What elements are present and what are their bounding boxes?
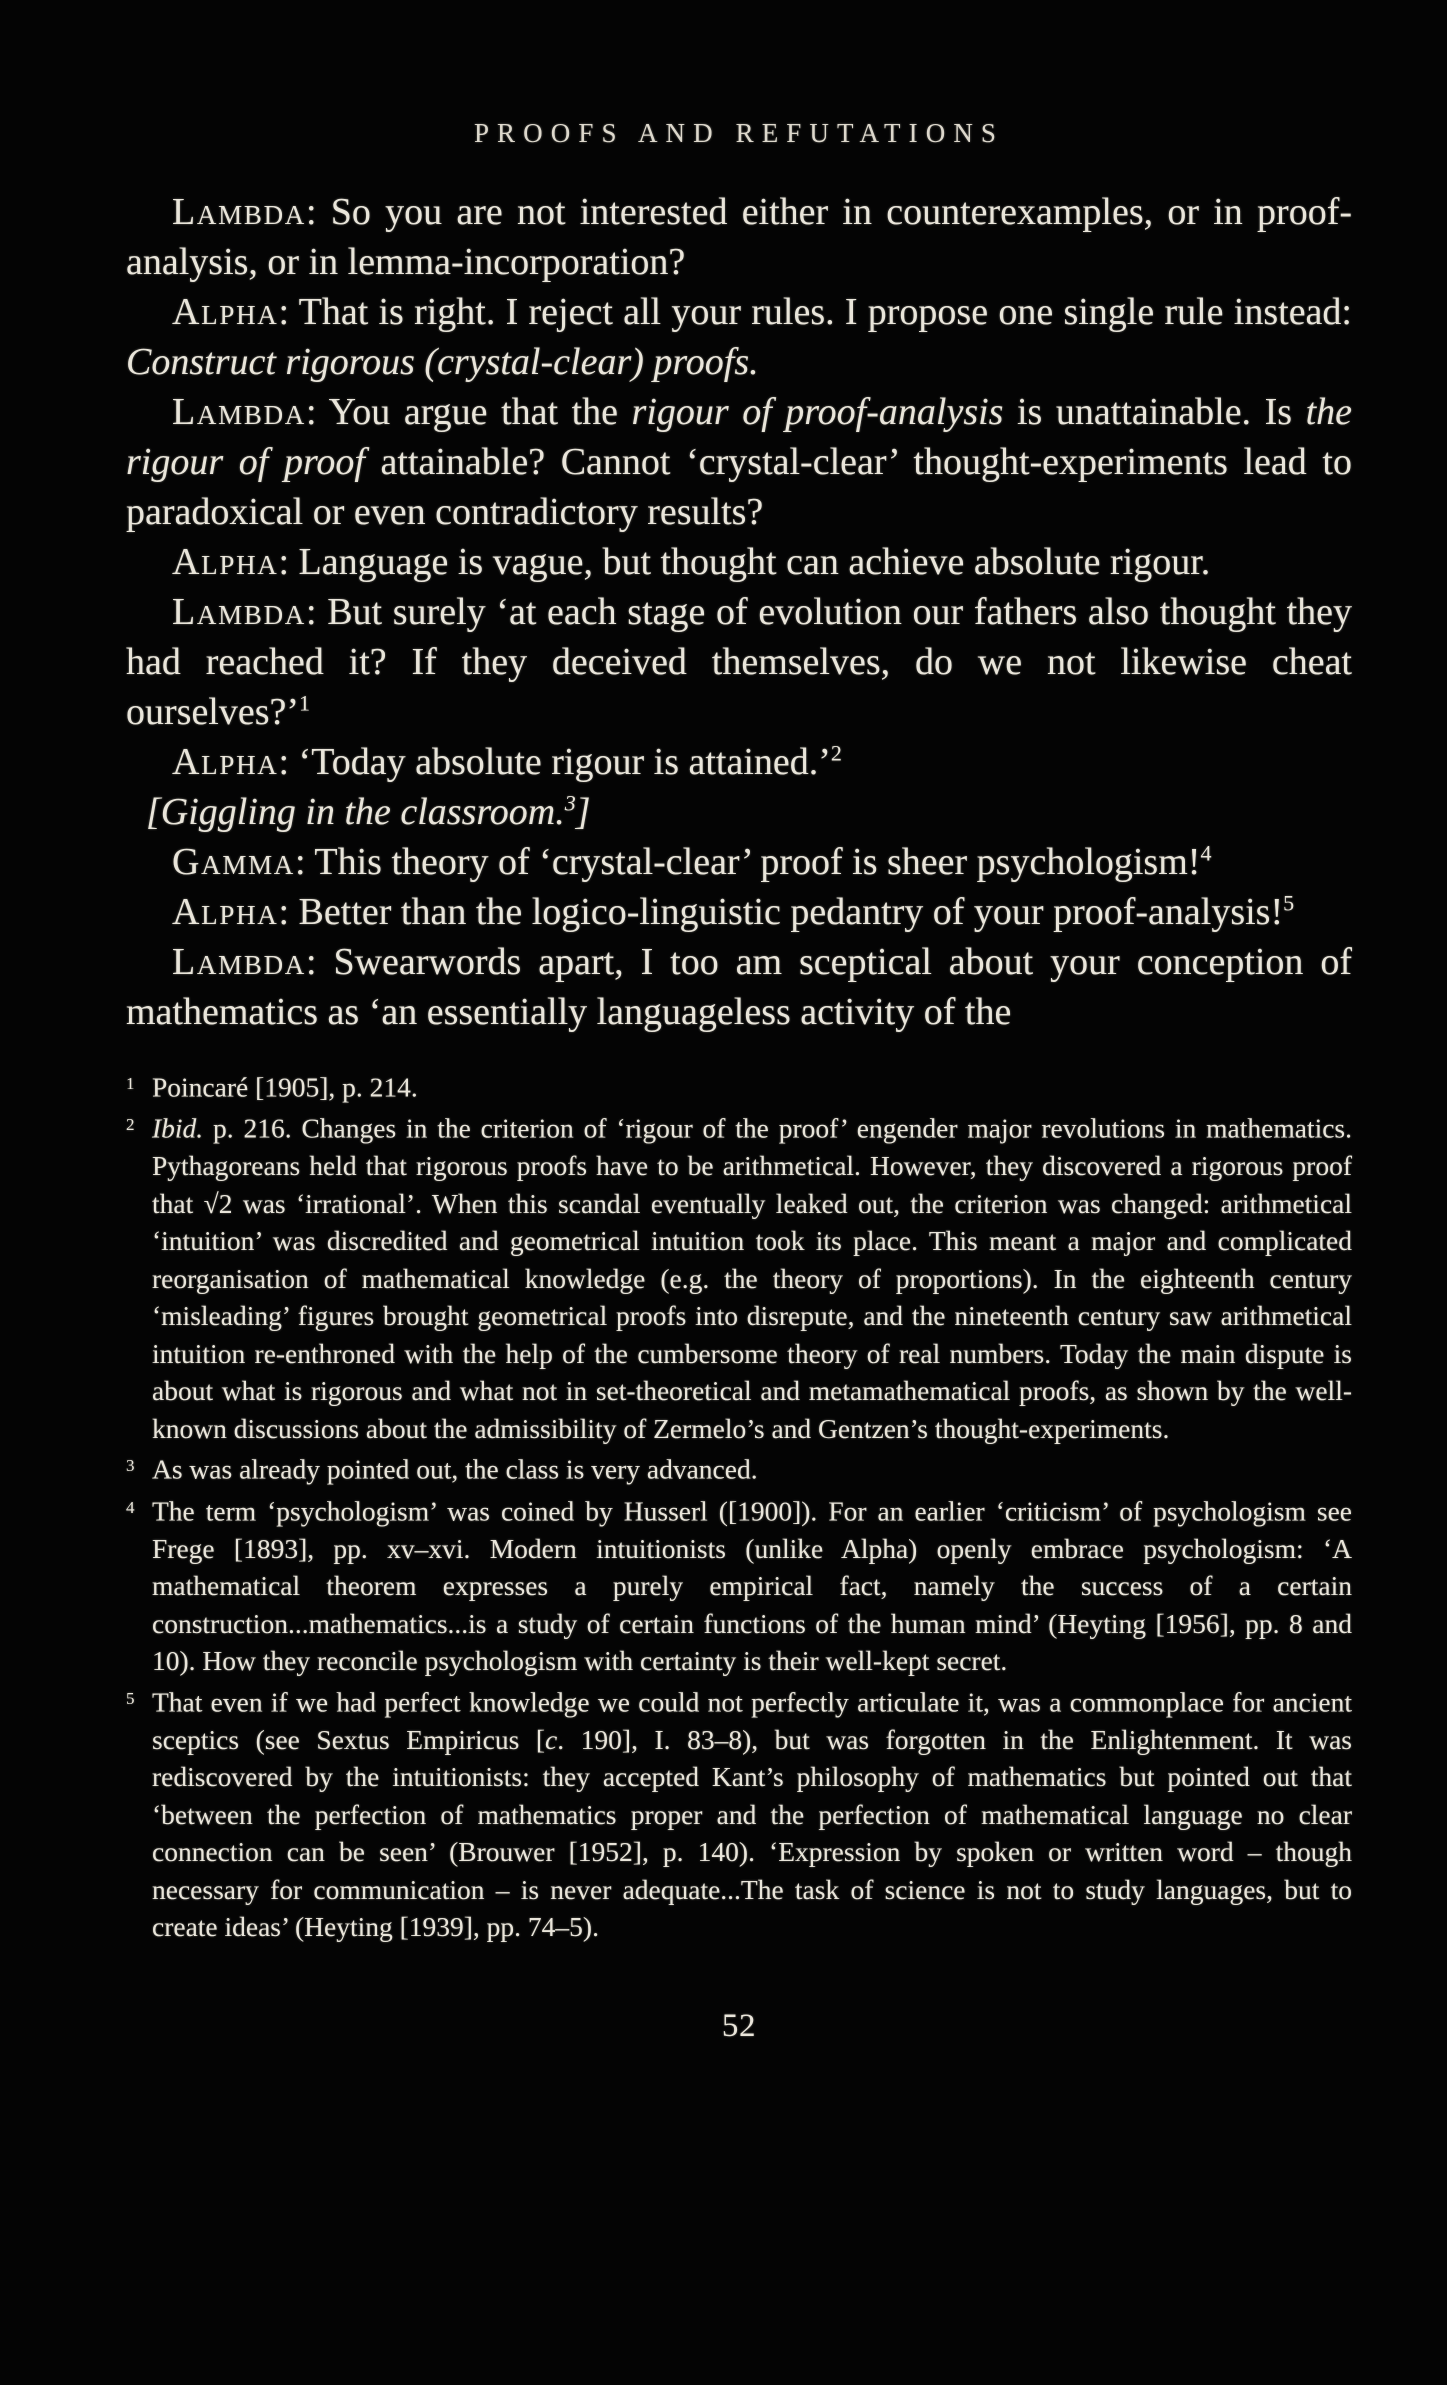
text-segment: : Swearwords apart, I too am sceptical about your conception of mathematics as ‘an essentially languageless activity of the bbox=[126, 941, 1352, 1033]
text-segment: Lambda bbox=[172, 591, 306, 633]
footnote-marker: 2 bbox=[126, 1115, 135, 1135]
text-segment: . 190], I. 83–8), but was forgotten in the Enlightenment. It was rediscovered by the intuitionists: they accepted Kant’s philosophy of mathematics but pointed out that ‘between the perfection of mathematics proper and the perfection of mathematical language no clear connection can be seen’ (Brouwer [1952], p. 140). ‘Expression by spoken or written word – though necessary for communication – is never adequate...The task of science is not to study languages, but to create ideas’ (Heyting [1939], pp. 74–5). bbox=[152, 1723, 1352, 1943]
text-segment: ] bbox=[575, 791, 591, 833]
running-head: PROOFS AND REFUTATIONS bbox=[473, 118, 1005, 148]
footnote-marker: 3 bbox=[126, 1456, 135, 1476]
text-segment: Alpha bbox=[172, 741, 279, 783]
footnote-marker: 1 bbox=[126, 1074, 135, 1093]
footnote bbox=[126, 1106, 1352, 1447]
dialogue-paragraph bbox=[126, 937, 1352, 1037]
footnote-ref: 4 bbox=[1200, 840, 1212, 866]
footnote-ref: 2 bbox=[830, 740, 842, 766]
text-segment: Ibid. bbox=[152, 1112, 204, 1144]
text-segment: the rigour of proof bbox=[126, 391, 1352, 483]
text-segment: [Giggling in the classroom. bbox=[146, 791, 565, 833]
text-segment: : Better than the logico-linguistic pedantry of your proof-analysis! bbox=[278, 891, 1284, 933]
dialogue-text bbox=[126, 187, 1352, 1037]
text-segment: Construct rigorous (crystal-clear) proofs. bbox=[126, 341, 759, 383]
page-number: 52 bbox=[721, 2007, 757, 2044]
text-segment: The term ‘psychologism’ was coined by Husserl ([1900]). For an earlier ‘criticism’ of psychologism see Frege [1893], pp. xv–xvi. Modern intuitionists (unlike Alpha) openly embrace psychologism: ‘A mathematical theorem expresses a purely empirical fact, namely the success of a certain construction...mathematics...is a study of certain functions of the human mind’ (Heyting [1956], pp. 8 and 10). How they reconcile psychologism with certainty is their well-kept secret. bbox=[152, 1495, 1352, 1677]
footnote-ref: 1 bbox=[299, 690, 311, 716]
text-segment: As was already pointed out, the class is very advanced. bbox=[152, 1454, 758, 1486]
dialogue-paragraph bbox=[126, 537, 1352, 587]
text-segment: Poincaré [1905], p. 214. bbox=[152, 1071, 418, 1103]
footnote-marker: 4 bbox=[126, 1497, 135, 1517]
text-segment: Alpha bbox=[172, 291, 279, 333]
text-segment: : But surely ‘at each stage of evolution our fathers also thought they had reached it? If they deceived themselves, do we not likewise cheat ourselves?’ bbox=[126, 591, 1352, 733]
text-segment: p. 216. Changes in the criterion of ‘rigour of the proof’ engender major revolutions in mathematics. Pythagoreans held that rigorous proofs have to be arithmetical. However, they discovered a rigorous proof that √2 was ‘irrational’. When this scandal eventually leaked out, the criterion was changed: arithmetical ‘intuition’ was discredited and geometrical intuition took its place. This meant a major and complicated reorganisation of mathematical knowledge (e.g. the theory of proportions). In the eighteenth century ‘misleading’ figures brought geometrical proofs into disrepute, and the nineteenth century saw arithmetical intuition re-enthroned with the help of the cumbersome theory of real numbers. Today the main dispute is about what is rigorous and what not in set-theoretical and metamathematical proofs, as shown by the well-known discussions about the admissibility of Zermelo’s and Gentzen’s thought-experiments. bbox=[152, 1112, 1352, 1444]
dialogue-paragraph bbox=[126, 837, 1352, 887]
footnote bbox=[126, 1489, 1352, 1680]
text-segment: : That is right. I reject all your rules. I propose one single rule instead: bbox=[278, 291, 1352, 333]
dialogue-paragraph bbox=[126, 587, 1352, 737]
text-segment: rigour of proof-analysis bbox=[631, 391, 1004, 433]
text-segment: : So you are not interested either in counterexamples, or in proof-analysis, or in lemma-incorporation? bbox=[126, 191, 1352, 283]
text-segment: : Language is vague, but thought can achieve absolute rigour. bbox=[278, 541, 1211, 583]
text-segment: Lambda bbox=[172, 191, 306, 233]
text-segment: Lambda bbox=[172, 941, 306, 983]
text-segment: attainable? Cannot ‘crystal-clear’ thought-experiments lead to paradoxical or even contradictory results? bbox=[126, 441, 1352, 533]
footnotes-block bbox=[126, 1065, 1352, 1946]
stage-direction bbox=[126, 787, 1352, 837]
text-segment: : You argue that the bbox=[305, 391, 632, 433]
text-segment: That even if we had perfect knowledge we could not perfectly articulate it, was a commonplace for ancient sceptics (see Sextus Empiricus [ bbox=[152, 1686, 1352, 1755]
text-segment: : This theory of ‘crystal-clear’ proof is sheer psychologism! bbox=[295, 841, 1201, 883]
footnote bbox=[126, 1447, 1352, 1488]
dialogue-paragraph bbox=[126, 737, 1352, 787]
dialogue-paragraph bbox=[126, 887, 1352, 937]
text-segment: Gamma bbox=[172, 841, 296, 883]
text-segment: c bbox=[545, 1723, 558, 1755]
text-segment: is unattainable. Is bbox=[1003, 391, 1306, 433]
dialogue-paragraph bbox=[126, 287, 1352, 387]
footnote bbox=[126, 1680, 1352, 1946]
text-segment: : ‘Today absolute rigour is attained.’ bbox=[278, 741, 831, 783]
text-segment: Alpha bbox=[172, 891, 279, 933]
footnote bbox=[126, 1065, 1352, 1106]
footnote-ref: 3 bbox=[564, 790, 576, 816]
dialogue-paragraph bbox=[126, 387, 1352, 537]
footnote-ref: 5 bbox=[1283, 890, 1295, 916]
footnote-marker: 5 bbox=[126, 1688, 135, 1708]
dialogue-paragraph bbox=[126, 187, 1352, 287]
text-segment: Lambda bbox=[172, 391, 306, 433]
text-segment: Alpha bbox=[172, 541, 279, 583]
